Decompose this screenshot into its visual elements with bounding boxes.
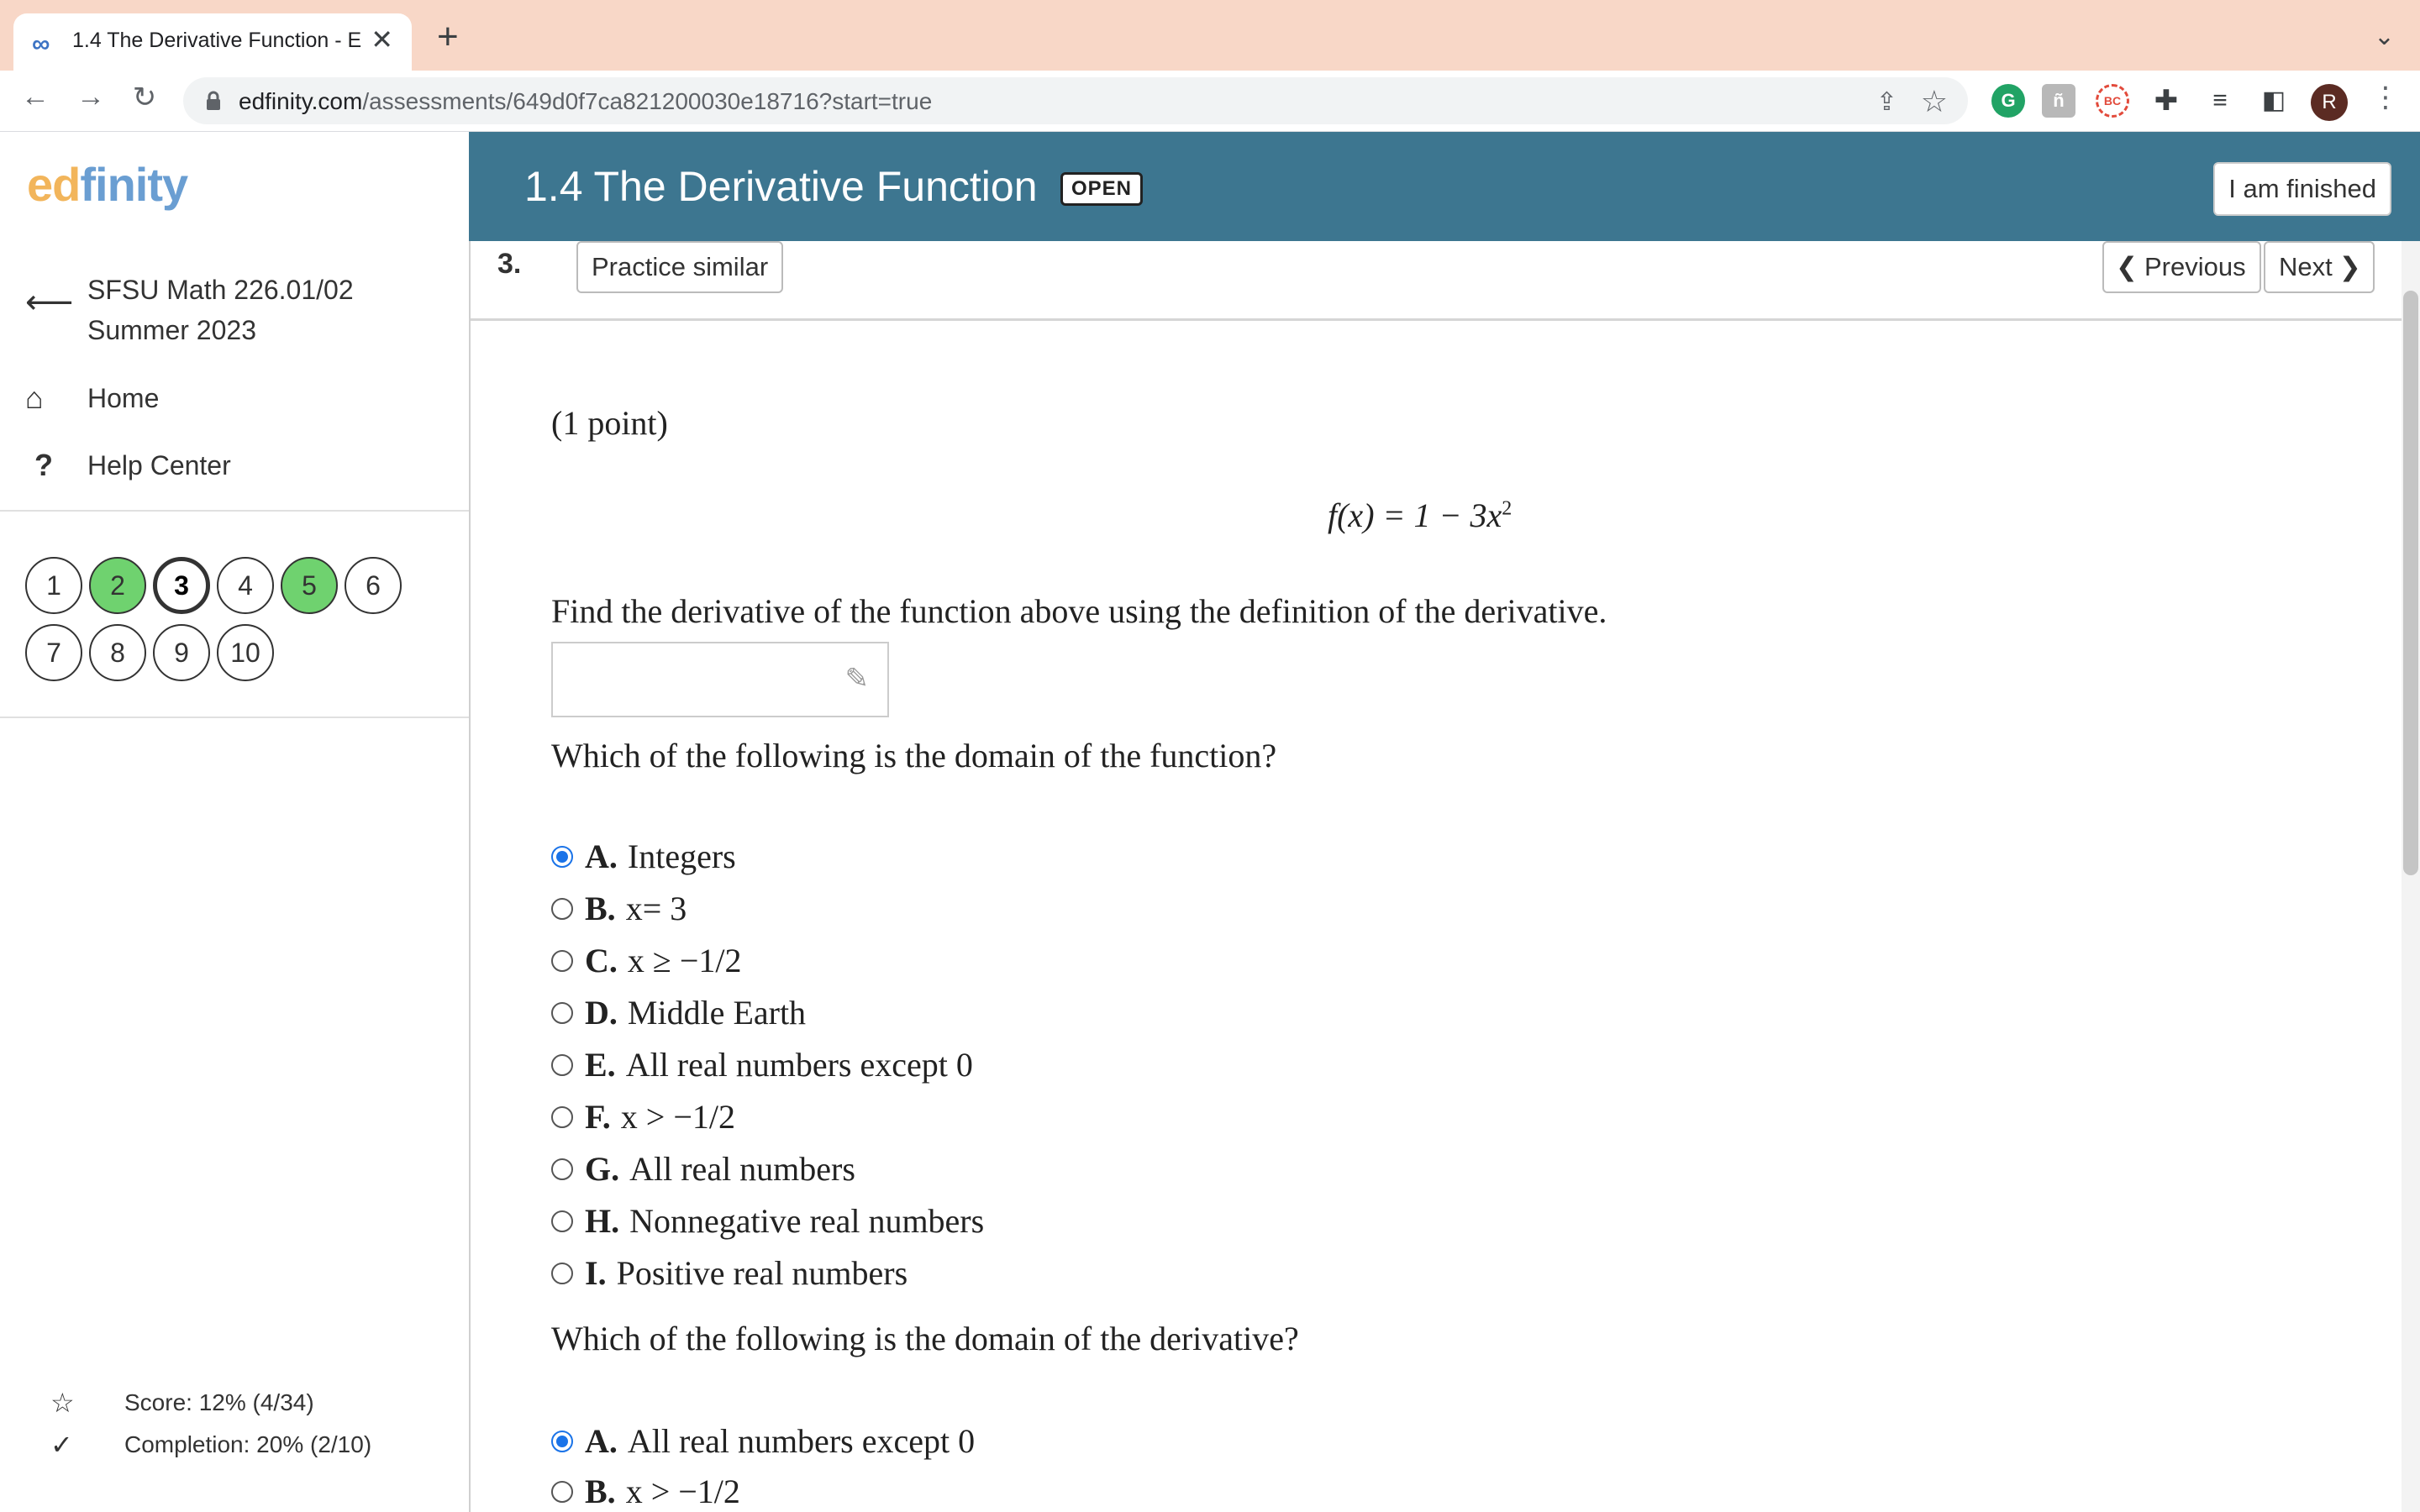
option-d[interactable]: D. Middle Earth <box>551 993 806 1032</box>
function-formula: $f(x) = 1 - 3x^2$ <box>1328 496 1512 534</box>
bookmark-star-icon[interactable]: ☆ <box>1920 84 1948 118</box>
option-i[interactable]: I. Positive real numbers <box>551 1253 908 1293</box>
question-button-3[interactable]: 3 <box>153 557 210 614</box>
option-f[interactable]: F. x > −1/2 <box>551 1097 735 1137</box>
browser-toolbar <box>0 71 2420 132</box>
question-toolbar <box>471 241 2402 321</box>
derivative-prompt: Find the derivative of the function above using the definition of the derivative. <box>551 592 1607 630</box>
radio-g[interactable] <box>551 1158 573 1180</box>
question-button-2[interactable]: 2 <box>89 557 146 614</box>
radio-c[interactable] <box>551 950 573 972</box>
derivative-answer-input[interactable] <box>551 642 889 717</box>
radio-b[interactable] <box>551 898 573 920</box>
home-label: Home <box>87 382 160 413</box>
back-arrow-icon[interactable]: ⟵ <box>25 284 74 321</box>
browser-tab[interactable] <box>13 13 412 71</box>
home-icon: ⌂ <box>25 381 44 415</box>
address-bar[interactable] <box>183 77 1968 124</box>
previous-label: Previous <box>2144 252 2246 281</box>
i-am-finished-button[interactable]: I am finished <box>2213 162 2391 216</box>
completion-text: Completion: 20% (2/10) <box>124 1431 372 1457</box>
sidebar-divider <box>0 717 469 718</box>
points-label: (1 point) <box>551 404 668 442</box>
derivative-option-b[interactable]: B. x > −1/2 <box>551 1472 740 1511</box>
assessment-title: 1.4 The Derivative Function <box>524 163 1038 210</box>
domain-derivative-prompt: Which of the following is the domain of the derivative? <box>551 1320 1299 1357</box>
score-stat <box>50 1387 314 1419</box>
completion-stat <box>50 1429 371 1461</box>
edfinity-favicon-icon: ∞ <box>32 30 50 58</box>
course-term: Summer 2023 <box>87 315 256 345</box>
reading-list-icon[interactable]: ≡ <box>2212 87 2228 114</box>
reload-icon[interactable]: ↻ <box>132 81 157 113</box>
chevron-right-icon: ❯ <box>2338 252 2361 281</box>
edfinity-logo[interactable]: edfinity <box>27 158 188 211</box>
option-a[interactable]: A. Integers <box>551 837 736 876</box>
option-c[interactable]: C. x ≥ −1/2 <box>551 941 742 980</box>
profile-avatar[interactable]: R <box>2311 84 2348 121</box>
derivative-radio-b[interactable] <box>551 1481 573 1503</box>
new-tab-icon[interactable]: + <box>437 16 459 57</box>
domain-function-prompt: Which of the following is the domain of the function? <box>551 737 1277 774</box>
question-number: 3. <box>497 248 522 280</box>
option-b[interactable]: B. x= 3 <box>551 889 687 928</box>
status-badge: OPEN <box>1060 172 1143 206</box>
radio-i[interactable] <box>551 1263 573 1284</box>
radio-a[interactable] <box>551 846 573 868</box>
practice-similar-button[interactable]: Practice similar <box>576 241 783 293</box>
sidebar-item-help-center[interactable] <box>25 448 231 483</box>
back-icon[interactable]: ← <box>21 81 50 113</box>
browser-menu-icon[interactable]: ⋮ <box>2371 81 2400 113</box>
next-label: Next <box>2279 252 2333 281</box>
url-text[interactable]: edfinity.com/assessments/649d0f7ca821200030e18716?start=true <box>239 88 933 114</box>
question-button-5[interactable]: 5 <box>281 557 338 614</box>
share-icon[interactable]: ⇪ <box>1876 88 1897 116</box>
sidebar-divider <box>0 510 469 512</box>
scrollbar-thumb[interactable] <box>2403 291 2418 875</box>
extension-icon[interactable]: ñ <box>2042 84 2075 118</box>
question-mark-icon: ? <box>34 448 53 482</box>
chevron-left-icon: ❮ <box>2116 252 2138 281</box>
lock-icon <box>202 89 225 113</box>
tab-title: 1.4 The Derivative Function - E <box>72 29 362 52</box>
derivative-option-a[interactable]: A. All real numbers except 0 <box>551 1421 975 1461</box>
forward-icon[interactable]: → <box>76 81 105 113</box>
question-button-6[interactable]: 6 <box>345 557 402 614</box>
browser-tabstrip <box>0 0 2420 71</box>
question-button-7[interactable]: 7 <box>25 624 82 681</box>
check-circle-icon: ✓ <box>50 1430 73 1460</box>
side-panel-icon[interactable]: ◧ <box>2261 87 2286 114</box>
question-button-8[interactable]: 8 <box>89 624 146 681</box>
extensions-puzzle-icon[interactable]: ✚ <box>2154 85 2179 117</box>
sidebar-item-home[interactable] <box>25 381 159 416</box>
option-g[interactable]: G. All real numbers <box>551 1149 855 1189</box>
radio-e[interactable] <box>551 1054 573 1076</box>
option-h[interactable]: H. Nonnegative real numbers <box>551 1201 984 1241</box>
option-e[interactable]: E. All real numbers except 0 <box>551 1045 973 1084</box>
course-name: SFSU Math 226.01/02 <box>87 275 354 305</box>
help-center-label: Help Center <box>87 449 231 480</box>
close-tab-icon[interactable]: ✕ <box>371 24 393 55</box>
radio-d[interactable] <box>551 1002 573 1024</box>
next-button[interactable] <box>2264 241 2375 293</box>
sidebar <box>0 132 471 1512</box>
question-button-9[interactable]: 9 <box>153 624 210 681</box>
tab-search-chevron-icon[interactable]: ⌄ <box>2373 23 2395 50</box>
grammarly-extension-icon[interactable]: G <box>1991 84 2025 118</box>
previous-button[interactable] <box>2102 241 2261 293</box>
assessment-header <box>469 132 2420 241</box>
derivative-radio-a[interactable] <box>551 1431 573 1452</box>
course-link[interactable] <box>87 270 440 350</box>
question-button-10[interactable]: 10 <box>217 624 274 681</box>
radio-h[interactable] <box>551 1210 573 1232</box>
pencil-icon[interactable]: ✎ <box>844 664 869 695</box>
question-button-4[interactable]: 4 <box>217 557 274 614</box>
question-button-1[interactable]: 1 <box>25 557 82 614</box>
score-text: Score: 12% (4/34) <box>124 1389 314 1415</box>
star-outline-icon: ☆ <box>50 1388 75 1418</box>
recorder-extension-icon[interactable]: BC <box>2096 84 2129 118</box>
radio-f[interactable] <box>551 1106 573 1128</box>
